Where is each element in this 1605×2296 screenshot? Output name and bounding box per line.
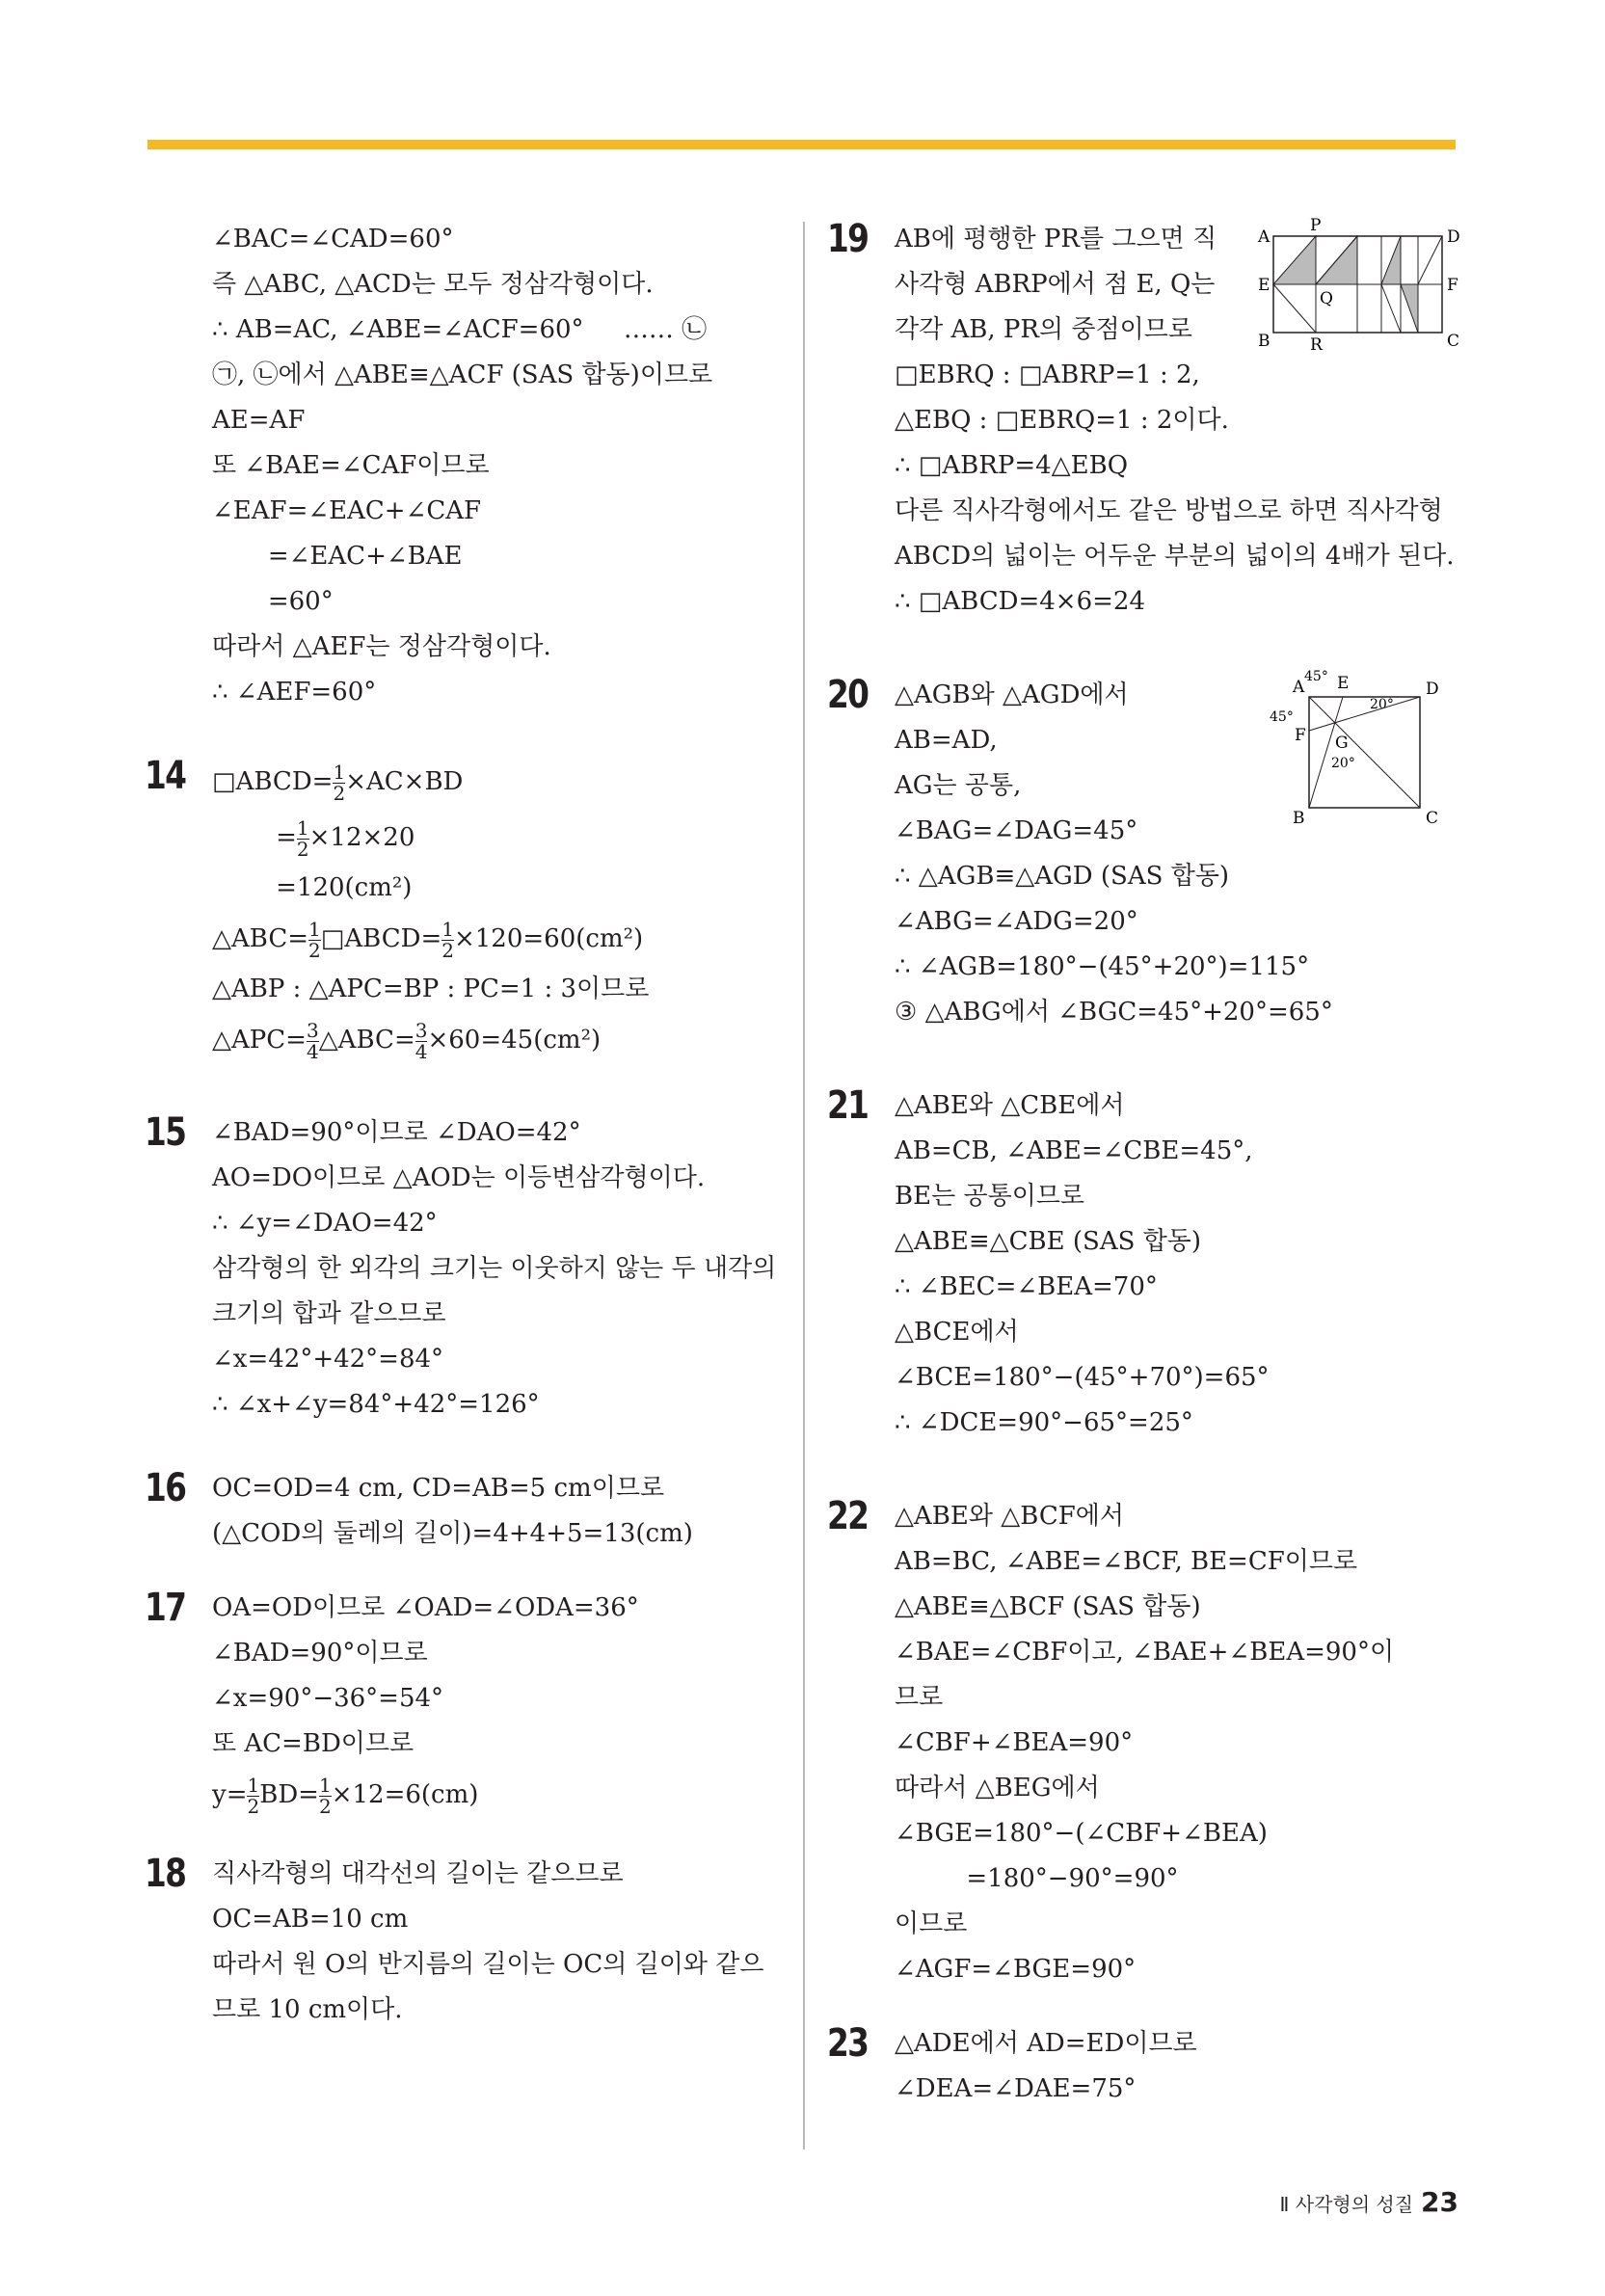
text-line: 크기의 합과 같으므로 [212,1299,446,1328]
problem-number: 15 [145,1110,186,1155]
text-line: □EBRQ : □ABRP=1 : 2, [895,360,1200,389]
fraction: $\frac{3}{4}$ [306,1018,319,1063]
rectangle-figure-19 [1246,217,1468,352]
fraction: $\frac{1}{2}$ [318,1773,332,1818]
problem-17 [145,1586,781,1823]
text-line: △ABP : △APC=BP : PC=1 : 3이므로 [212,974,650,1003]
problem-number: 18 [145,1852,186,1896]
figure-label: C [1447,332,1460,351]
text-line: OC=AB=10 cm [212,1905,409,1934]
text-line: △APC= $\frac{3}{4}$ △ABC= $\frac{3}{4}$ ×60=45(cm²) [212,1018,602,1063]
figure-label: A [1293,678,1305,697]
text-line: ∠BAC=∠CAD=60° [212,225,454,254]
text-line: 각각 AB, PR의 중점이므로 [895,315,1192,344]
problem-18 [145,1852,781,2033]
text-line: ∴ ∠AGB=180°−(45°+20°)=115° [895,952,1310,981]
text-line: ∴ ∠DCE=90°−65°=25° [895,1408,1193,1437]
text-line: △AGB와 △AGD에서 [895,681,1129,709]
text-line: △BCE에서 [895,1318,1019,1347]
problem-19 [827,217,1463,625]
figure-label: 20° [1370,697,1394,712]
text-line: AB=BC, ∠ABE=∠BCF, BE=CF이므로 [895,1547,1358,1576]
fraction: $\frac{1}{2}$ [308,917,321,962]
figure-label: B [1258,332,1271,351]
figure-label: F [1447,276,1458,295]
text-line: ∠BAE=∠CBF이고, ∠BAE+∠BEA=90°이 [895,1638,1395,1667]
text-line: ∠BGE=180°−(∠CBF+∠BEA) [895,1819,1268,1848]
problem-21 [827,1083,1463,1446]
text-line: ∠BAG=∠DAG=45° [895,816,1138,845]
text-line: ∠DEA=∠DAE=75° [895,2074,1137,2103]
figure-label: 20° [1331,756,1355,771]
text-line: ∴ △AGB≡△AGD (SAS 합동) [895,862,1230,891]
fraction: $\frac{1}{2}$ [247,1773,260,1818]
problem-number: 16 [145,1466,186,1510]
problem-16 [145,1466,781,1557]
text-line: ∠EAF=∠EAC+∠CAF [212,496,482,525]
text-line: AB=CB, ∠ABE=∠CBE=45°, [895,1136,1253,1165]
figure-label: D [1447,227,1460,247]
problem-number: 19 [827,217,869,261]
text-line: 즉 △ABC, △ACD는 모두 정삼각형이다. [212,270,654,299]
figure-label: G [1335,734,1349,753]
text-line: 삼각형의 한 외각의 크기는 이웃하지 않는 두 내각의 [212,1254,777,1283]
text-line: △ABE≡△BCF (SAS 합동) [895,1592,1201,1621]
fraction: $\frac{1}{2}$ [333,760,346,805]
text-line: ∠BCE=180°−(45°+70°)=65° [895,1363,1270,1392]
text-line: 따라서 원 O의 반지름의 길이는 OC의 길이와 같으 [212,1950,764,1979]
text-line: □ABCD= $\frac{1}{2}$ ×AC×BD [212,760,464,805]
text-line: (△COD의 둘레의 길이)=4+4+5=13(cm) [212,1519,693,1548]
square-figure-20 [1266,663,1468,827]
problem-number: 14 [145,754,186,798]
text-line: 므로 [895,1683,944,1712]
problem-number: 22 [827,1494,869,1538]
text-line: △EBQ : □EBRQ=1 : 2이다. [895,406,1229,435]
text-line: ∠x=90°−36°=54° [212,1684,444,1713]
text-line: 또 AC=BD이므로 [212,1729,415,1758]
text-line: = $\frac{1}{2}$ ×12×20 [212,815,415,861]
text-line: ∠BAD=90°이므로 ∠DAO=42° [212,1118,581,1147]
text-line: ∴ ∠BEC=∠BEA=70° [895,1272,1158,1301]
figure-label: E [1258,276,1271,295]
text-line: AG는 공통, [895,771,1022,800]
right-column [827,217,1463,2112]
text-line: AO=DO이므로 △AOD는 이등변삼각형이다. [212,1163,706,1192]
problem-number: 23 [827,2021,869,2066]
text-line: ∠x=42°+42°=84° [212,1345,444,1374]
text-line: 사각형 ABRP에서 점 E, Q는 [895,270,1216,299]
text-line: BE는 공통이므로 [895,1182,1085,1211]
text-line: △ABE≡△CBE (SAS 합동) [895,1227,1202,1256]
header-accent-bar [147,140,1456,149]
text-line: =120(cm²) [212,873,413,902]
problem-23 [827,2021,1463,2112]
figure-label: 45° [1304,669,1328,684]
text-line: ∴ □ABRP=4△EBQ [895,451,1129,480]
text-line: ∴ □ABCD=4×6=24 [895,587,1145,616]
problem-number: 20 [827,673,869,717]
text-line: 따라서 △AEF는 정삼각형이다. [212,632,551,661]
text-line: 또 ∠BAE=∠CAF이므로 [212,451,490,480]
problem-20 [827,669,1463,1035]
text-line: ∴ ∠x+∠y=84°+42°=126° [212,1390,540,1419]
text-line: OC=OD=4 cm, CD=AB=5 cm이므로 [212,1474,665,1503]
fraction: $\frac{1}{2}$ [296,815,309,861]
text-line: ㉠, ㉡에서 △ABE≡△ACF (SAS 합동)이므로 [212,360,713,389]
text-line: 므로 10 cm이다. [212,1995,403,2024]
text-line: AB에 평행한 PR를 그으면 직 [895,225,1217,254]
figure-label: Q [1320,289,1333,308]
text-line: ∠BAD=90°이므로 [212,1639,428,1668]
left-column [145,217,781,2033]
figure-label: P [1310,217,1322,235]
text-line: 다른 직사각형에서도 같은 방법으로 하면 직사각형 [895,496,1443,525]
figure-label: E [1337,674,1350,693]
problem-15 [145,1110,781,1428]
problem-22 [827,1494,1463,1992]
figure-label: 45° [1270,709,1294,725]
problem-number: 21 [827,1083,869,1128]
text-line: ∠CBF+∠BEA=90° [895,1728,1134,1757]
figure-label: C [1426,809,1439,827]
figure-label: B [1293,809,1305,827]
fraction: $\frac{1}{2}$ [441,917,454,962]
text-line: ABCD의 넓이는 어두운 부분의 넓이의 4배가 된다. [895,542,1455,571]
figure-label: A [1258,227,1271,247]
problem-14 [145,754,781,1068]
text-line: ∠AGF=∠BGE=90° [895,1955,1137,1984]
text-line: =60° [212,587,334,616]
text-line: =∠EAC+∠BAE [212,542,463,571]
fraction: $\frac{3}{4}$ [415,1018,428,1063]
text-line: AE=AF [212,406,306,435]
text-line: 직사각형의 대각선의 길이는 같으므로 [212,1859,624,1888]
text-line: y= $\frac{1}{2}$ BD= $\frac{1}{2}$ ×12=6(cm) [212,1773,479,1818]
figure-label: D [1426,680,1439,699]
text-line: △ABC= $\frac{1}{2}$ □ABCD= $\frac{1}{2}$ ×120=60(cm²) [212,917,644,962]
text-line: ∴ ∠AEF=60° [212,678,377,707]
figure-label: R [1310,335,1323,352]
text-line: ∠ABG=∠ADG=20° [895,907,1138,936]
page-number: 23 [1421,2186,1458,2218]
text-line: ∴ ∠y=∠DAO=42° [212,1209,438,1238]
text-line: △ABE와 △CBE에서 [895,1091,1125,1120]
figure-label: F [1295,726,1306,745]
problem-number: 17 [145,1586,186,1630]
column-divider [803,222,805,2149]
problem-13-continuation [145,217,781,715]
text-line: OA=OD이므로 ∠OAD=∠ODA=36° [212,1593,639,1622]
text-line: 이므로 [895,1909,968,1938]
text-line: △ABE와 △BCF에서 [895,1502,1124,1531]
section-title: Ⅱ 사각형의 성질 [1279,2193,1414,2216]
text-line: =180°−90°=90° [895,1864,1179,1893]
text-line: 따라서 △BEG에서 [895,1774,1100,1802]
text-line: AB=AD, [895,726,998,755]
text-line: ∴ AB=AC, ∠ABE=∠ACF=60° …… ㉡ [212,315,708,344]
page-footer [1280,2186,1458,2218]
text-line: ③ △ABG에서 ∠BGC=45°+20°=65° [895,998,1333,1027]
text-line: △ADE에서 AD=ED이므로 [895,2029,1197,2058]
